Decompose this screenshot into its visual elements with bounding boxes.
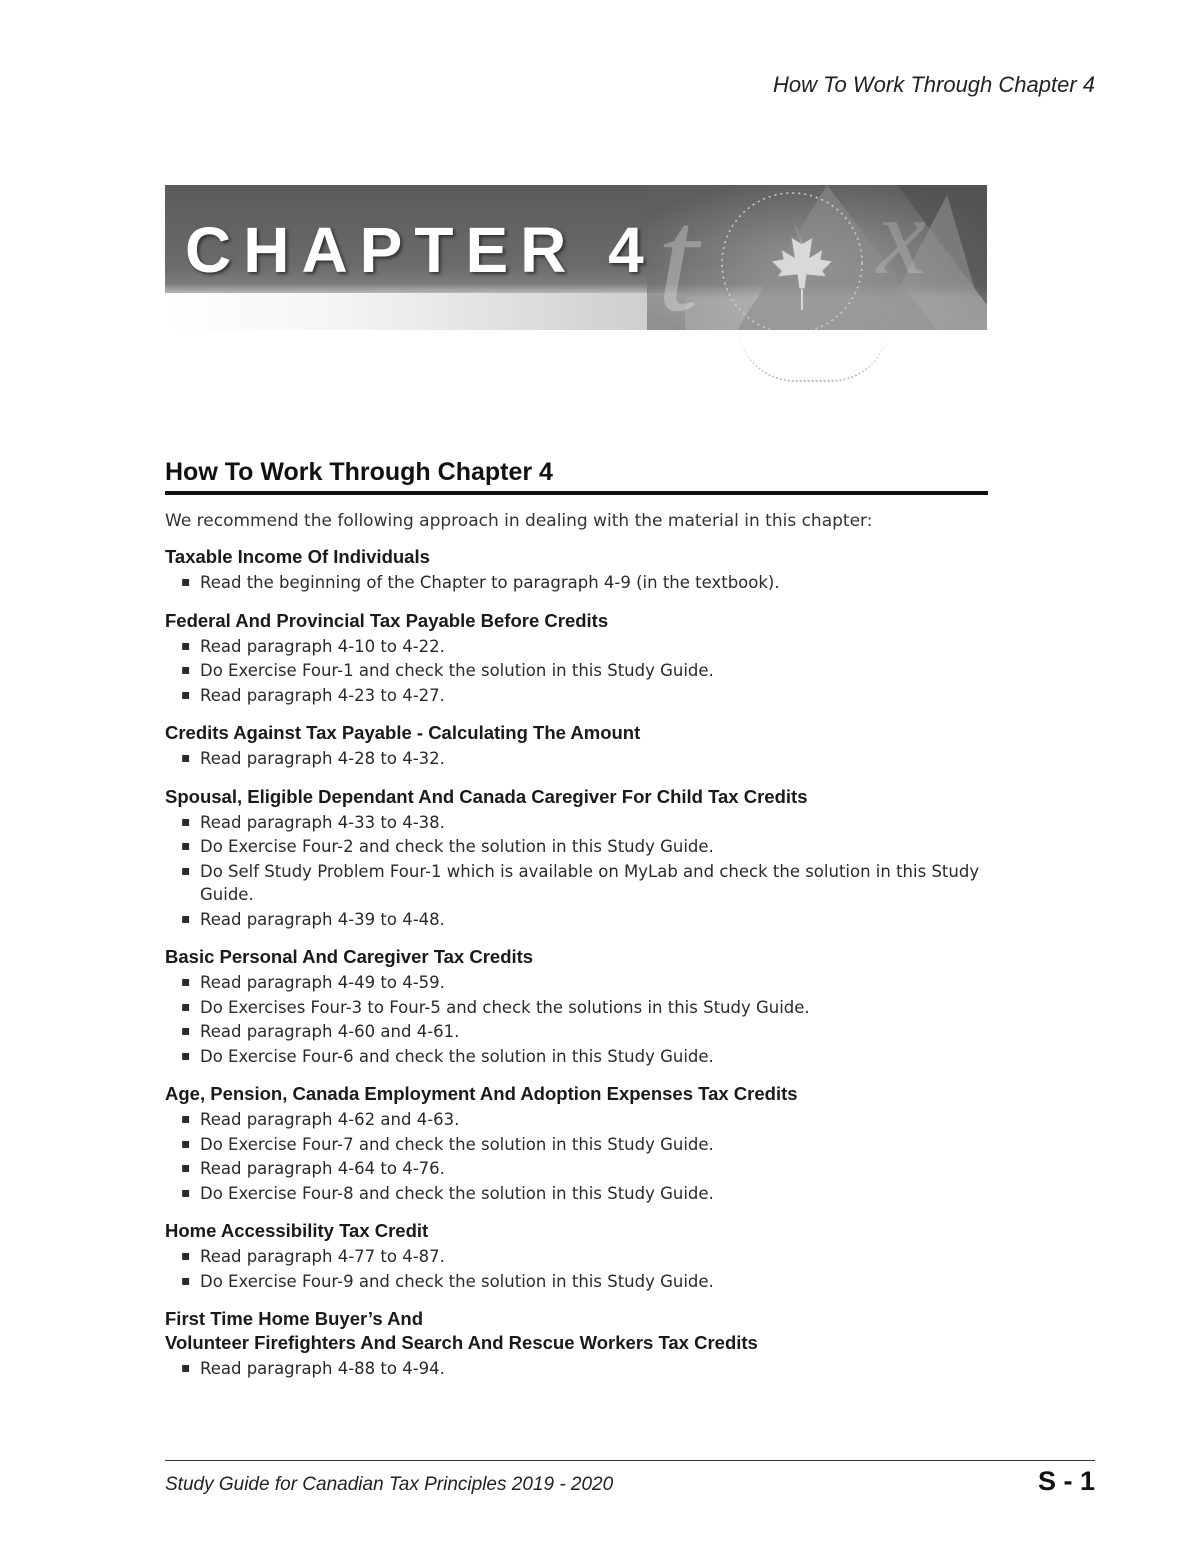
group-title: [165, 721, 988, 745]
step-item: [181, 684, 988, 708]
step-item: [181, 1245, 988, 1269]
bullet-icon: ▪: [181, 1023, 191, 1039]
bullet-icon: ▪: [181, 1360, 191, 1376]
bullet-icon: ▪: [181, 1272, 191, 1289]
study-group: [165, 1307, 988, 1381]
step-item: [181, 811, 988, 835]
group-title: [165, 1307, 988, 1355]
study-group: [165, 945, 988, 1068]
study-group: [165, 545, 988, 595]
step-item: [181, 1357, 988, 1381]
step-list: [165, 571, 988, 595]
group-title-line: Taxable Income Of Individuals: [165, 546, 430, 567]
step-text: Do Exercise Four-6 and check the solution in this Study Guide.: [200, 1046, 714, 1066]
step-item: [181, 1133, 988, 1157]
step-list: [165, 1245, 988, 1293]
group-title: [165, 609, 988, 633]
group-title-line: Spousal, Eligible Dependant And Canada Caregiver For Child Tax Credits: [165, 785, 808, 807]
step-item: [181, 1020, 988, 1044]
group-title-line: Age, Pension, Canada Employment And Adoption Expenses Tax Credits: [165, 1083, 798, 1104]
chapter-banner: [165, 185, 987, 330]
group-title: [165, 945, 988, 969]
bullet-icon: ▪: [181, 838, 191, 854]
bullet-icon: ▪: [181, 910, 191, 927]
banner-dotted-arc: [738, 325, 888, 382]
group-title-line: Volunteer Firefighters And Search And Rescue Workers Tax Credits: [165, 1332, 758, 1353]
bullet-icon: ▪: [181, 974, 191, 990]
bullet-icon: ▪: [181, 1160, 191, 1176]
step-text: Read paragraph 4-33 to 4-38.: [200, 812, 445, 832]
footer-rule: [165, 1460, 1095, 1461]
step-item: [181, 860, 988, 907]
step-text: Read paragraph 4-77 to 4-87.: [200, 1247, 445, 1266]
step-text: Read paragraph 4-64 to 4-76.: [200, 1159, 445, 1178]
group-title-line: Credits Against Tax Payable - Calculating The Amount: [165, 722, 641, 743]
footer-book-title: Study Guide for Canadian Tax Principles 2019 - 2020: [165, 1474, 614, 1495]
step-item: [181, 1270, 988, 1294]
group-title: [165, 1082, 988, 1106]
step-list: [165, 1108, 988, 1205]
step-text: Read paragraph 4-23 to 4-27.: [200, 685, 445, 705]
step-item: [181, 835, 988, 859]
study-group: [165, 721, 988, 771]
maple-leaf-tax-artwork: [647, 185, 987, 330]
bullet-icon: ▪: [181, 637, 191, 654]
step-text: Do Exercises Four-3 to Four-5 and check the solutions in this Study Guide.: [200, 997, 810, 1017]
study-group: [165, 1082, 988, 1205]
step-text: Read paragraph 4-60 and 4-61.: [200, 1022, 460, 1041]
bullet-icon: ▪: [181, 574, 191, 590]
step-text: Do Exercise Four-1 and check the solution in this Study Guide.: [200, 661, 714, 680]
step-item: [181, 571, 988, 595]
chapter-title: CHAPTER 4: [185, 214, 656, 286]
group-title: [165, 545, 988, 569]
study-group: [165, 785, 988, 932]
step-text: Read paragraph 4-28 to 4-32.: [200, 749, 445, 768]
bullet-icon: ▪: [181, 1047, 191, 1064]
study-steps: [165, 545, 988, 1381]
step-list: [165, 1357, 988, 1381]
main-content: [165, 458, 988, 1382]
intro-paragraph: We recommend the following approach in dealing with the material in this chapter:: [165, 511, 873, 531]
step-text: Do Exercise Four-7 and check the solution in this Study Guide.: [200, 1134, 714, 1154]
bullet-icon: ▪: [181, 1135, 191, 1152]
step-item: [181, 1045, 988, 1069]
page-number: S - 1: [1037, 1466, 1095, 1496]
bullet-icon: ▪: [181, 862, 191, 879]
step-item: [181, 1182, 988, 1206]
group-title-line: Home Accessibility Tax Credit: [165, 1220, 429, 1241]
step-text: Do Self Study Problem Four-1 which is available on MyLab and check the solution in this Study Guide.: [200, 861, 980, 904]
step-text: Read paragraph 4-88 to 4-94.: [200, 1359, 445, 1378]
bullet-icon: ▪: [181, 813, 191, 830]
step-list: [165, 971, 988, 1068]
step-list: [165, 747, 988, 771]
step-item: [181, 1157, 988, 1181]
group-title-line: Basic Personal And Caregiver Tax Credits: [165, 946, 534, 967]
bullet-icon: ▪: [181, 1248, 191, 1264]
step-item: [181, 747, 988, 771]
bullet-icon: ▪: [181, 686, 191, 703]
step-item: [181, 908, 988, 932]
step-text: Read the beginning of the Chapter to paragraph 4-9 (in the textbook).: [200, 573, 780, 592]
step-item: [181, 1108, 988, 1132]
step-item: [181, 996, 988, 1020]
step-text: Read paragraph 4-49 to 4-59.: [200, 973, 445, 992]
step-list: [165, 635, 988, 708]
running-head: How To Work Through Chapter 4: [773, 72, 1095, 97]
bullet-icon: ▪: [181, 1111, 191, 1127]
bullet-icon: ▪: [181, 662, 191, 678]
step-text: Do Exercise Four-9 and check the solution in this Study Guide.: [200, 1271, 714, 1291]
step-text: Do Exercise Four-8 and check the solution in this Study Guide.: [200, 1183, 714, 1203]
group-title: [165, 1219, 988, 1243]
step-item: [181, 971, 988, 995]
bullet-icon: ▪: [181, 1184, 191, 1201]
step-text: Read paragraph 4-39 to 4-48.: [200, 909, 445, 929]
step-item: [181, 635, 988, 659]
svg-text:x: x: [877, 185, 926, 297]
step-item: [181, 659, 988, 683]
section-heading: How To Work Through Chapter 4: [165, 458, 988, 495]
svg-text:t: t: [657, 185, 699, 330]
study-group: [165, 609, 988, 708]
bullet-icon: ▪: [181, 998, 191, 1015]
group-title: [165, 785, 988, 809]
bullet-icon: ▪: [181, 750, 191, 766]
step-text: Do Exercise Four-2 and check the solution in this Study Guide.: [200, 837, 714, 856]
group-title-line: Federal And Provincial Tax Payable Before Credits: [165, 609, 609, 631]
study-group: [165, 1219, 988, 1293]
banner-fade: [165, 293, 685, 330]
step-text: Read paragraph 4-62 and 4-63.: [200, 1110, 460, 1129]
group-title-line: First Time Home Buyer’s And: [165, 1308, 424, 1329]
step-text: Read paragraph 4-10 to 4-22.: [200, 636, 445, 656]
step-list: [165, 811, 988, 932]
